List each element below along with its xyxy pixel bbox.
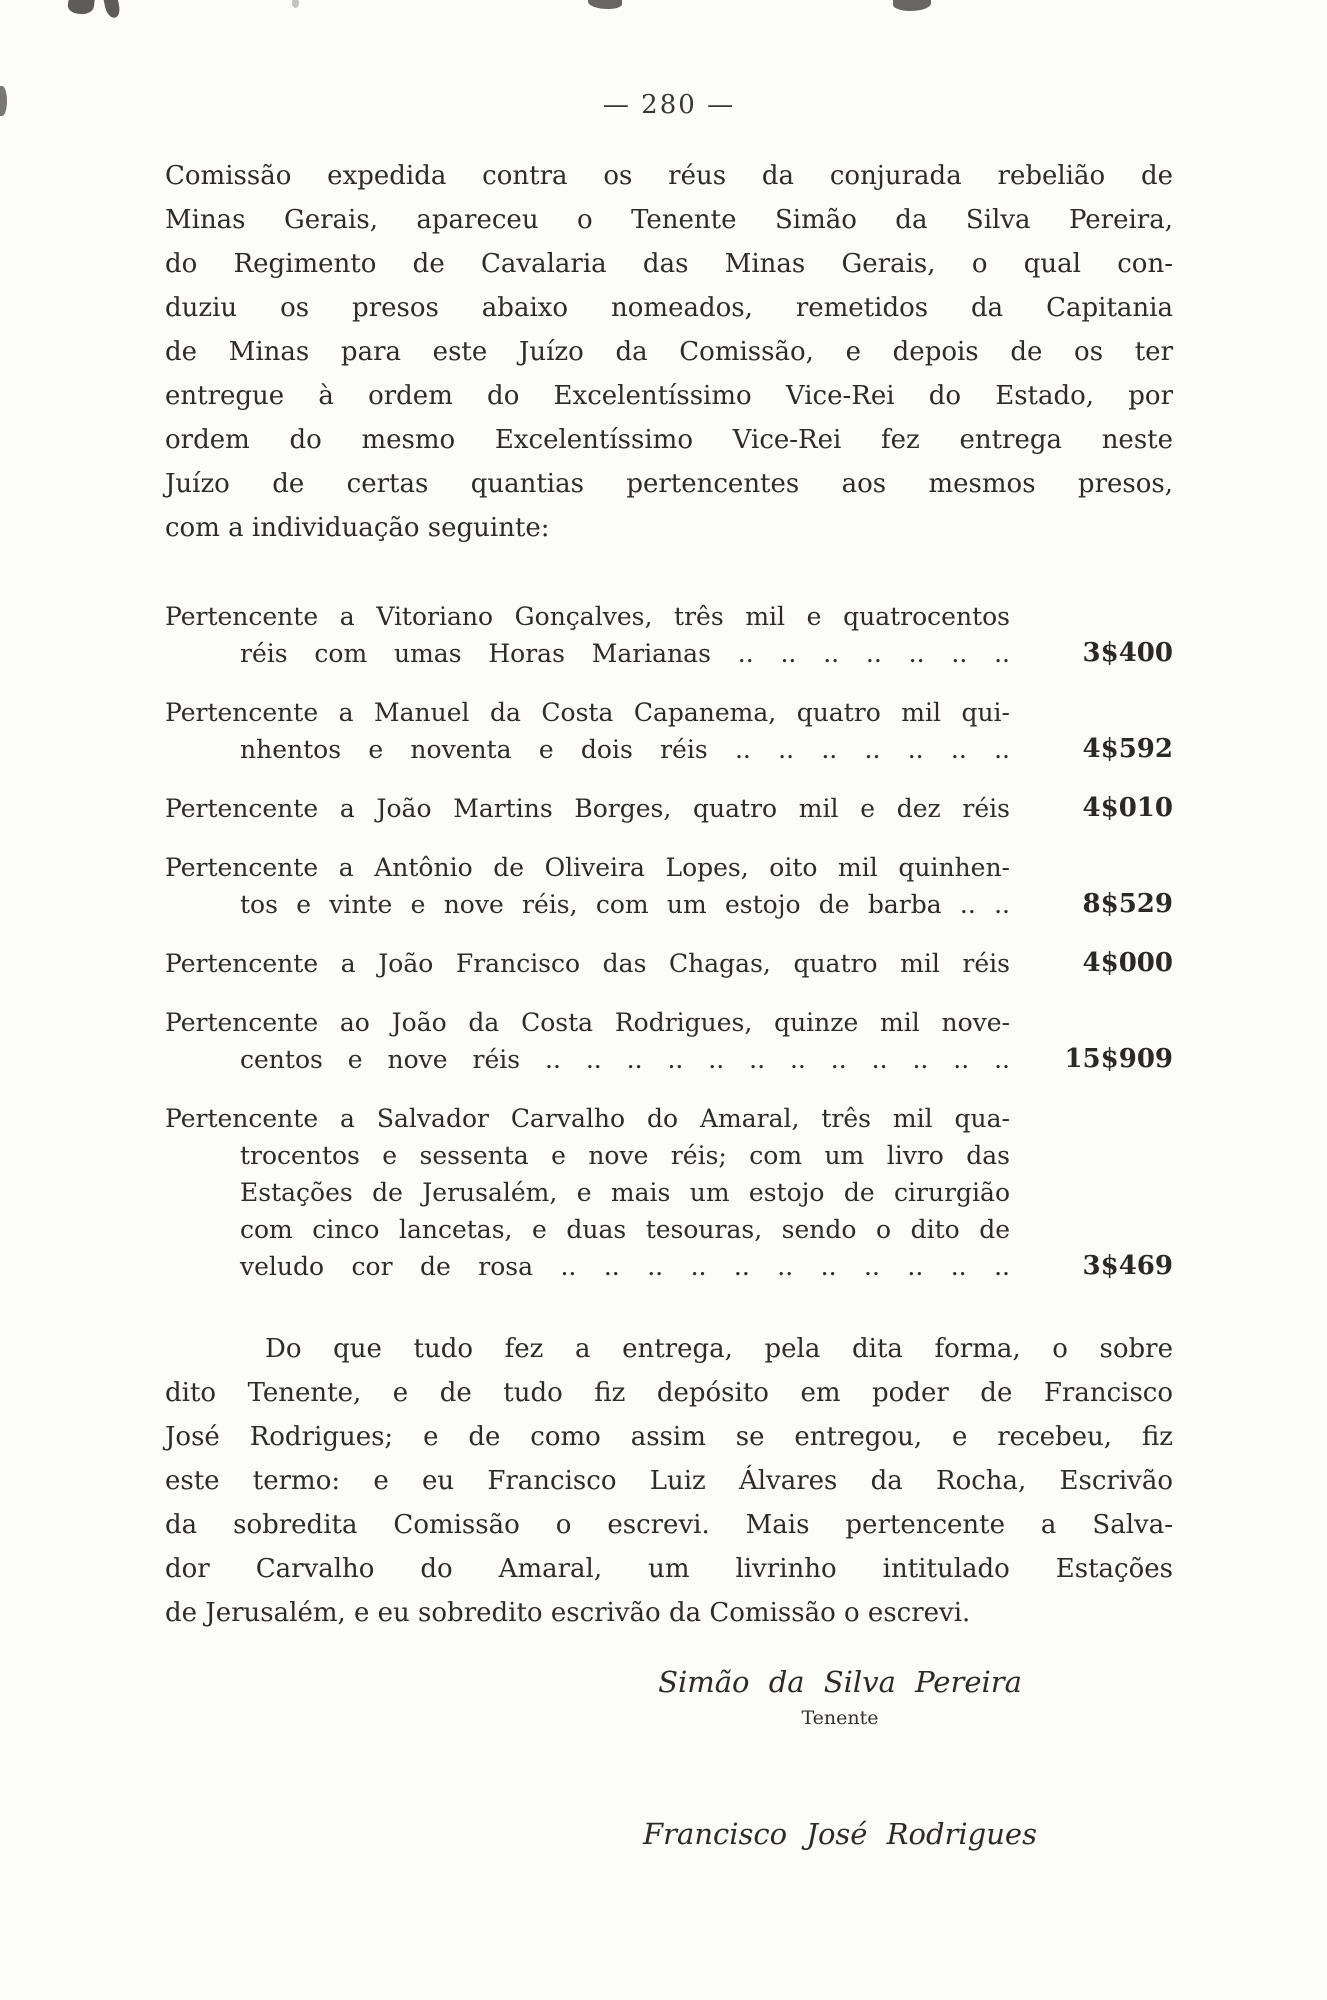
text-line: com cinco lancetas, e duas tesouras, sendo o dito de — [240, 1215, 1010, 1244]
entry-text — [165, 1004, 1010, 1078]
ledger-entry — [165, 694, 1173, 768]
text-line: do Regimento de Cavalaria das Minas Gerais, o qual con- — [165, 249, 1173, 279]
scan-artifact — [103, 0, 121, 19]
text-line: Minas Gerais, apareceu o Tenente Simão da Silva Pereira, — [165, 205, 1173, 235]
text-line: trocentos e sessenta e nove réis; com um livro das — [240, 1141, 1010, 1170]
text-line: réis com umas Horas Marianas .. .. .. .. .. .. .. — [240, 639, 1010, 668]
text-line: ordem do mesmo Excelentíssimo Vice-Rei fez entrega neste — [165, 425, 1173, 455]
entry-amount: 15$909 — [1064, 1044, 1173, 1074]
ledger-entry — [165, 945, 1173, 982]
scan-artifact — [292, 0, 299, 8]
text-line: veludo cor de rosa .. .. .. .. .. .. .. .. .. .. .. — [240, 1252, 1010, 1281]
signature-block — [507, 1665, 1173, 1851]
text-line: Pertencente ao João da Costa Rodrigues, quinze mil nove- — [165, 1008, 1010, 1037]
text-line: dito Tenente, e de tudo fiz depósito em poder de Francisco — [165, 1378, 1173, 1408]
scan-artifact — [0, 86, 7, 116]
text-line: este termo: e eu Francisco Luiz Álvares da Rocha, Escrivão — [165, 1466, 1173, 1496]
signature-name-escrivao: Francisco José Rodrigues — [643, 1817, 1037, 1851]
page-number: — 280 — — [602, 90, 736, 120]
text-line: duziu os presos abaixo nomeados, remetidos da Capitania — [165, 293, 1173, 323]
ledger-list — [165, 598, 1173, 1285]
text-line: Estações de Jerusalém, e mais um estojo de cirurgião — [240, 1178, 1010, 1207]
text-line: entregue à ordem do Excelentíssimo Vice-Rei do Estado, por — [165, 381, 1173, 411]
ledger-entry — [165, 790, 1173, 827]
ledger-entry — [165, 1100, 1173, 1285]
entry-amount: 3$400 — [1082, 638, 1173, 668]
text-line: de Jerusalém, e eu sobredito escrivão da Comissão o escrevi. — [165, 1598, 971, 1628]
text-line: nhentos e noventa e dois réis .. .. .. .. .. .. .. — [240, 735, 1010, 764]
entry-amount: 4$010 — [1082, 793, 1173, 823]
text-line: Pertencente a Manuel da Costa Capanema, quatro mil qui- — [165, 698, 1010, 727]
text-line: dor Carvalho do Amaral, um livrinho intitulado Estações — [165, 1554, 1173, 1584]
entry-amount: 3$469 — [1082, 1251, 1173, 1281]
entry-amount: 4$000 — [1082, 948, 1173, 978]
entry-text — [165, 1100, 1010, 1285]
closing-paragraph — [165, 1327, 1173, 1635]
entry-text — [165, 849, 1010, 923]
ledger-entry — [165, 1004, 1173, 1078]
text-line: Comissão expedida contra os réus da conjurada rebelião de — [165, 161, 1173, 191]
entry-text — [165, 598, 1010, 672]
text-line: da sobredita Comissão o escrevi. Mais pertencente a Salva- — [165, 1510, 1173, 1540]
text-block — [165, 90, 1173, 1851]
text-line: Juízo de certas quantias pertencentes aos mesmos presos, — [165, 469, 1173, 499]
text-line: Pertencente a João Martins Borges, quatro mil e dez réis — [165, 794, 1010, 823]
text-line: José Rodrigues; e de como assim se entregou, e recebeu, fiz — [165, 1422, 1173, 1452]
entry-text — [165, 694, 1010, 768]
entry-amount: 8$529 — [1082, 889, 1173, 919]
signature-role: Tenente — [801, 1707, 879, 1729]
text-line: de Minas para este Juízo da Comissão, e depois de os ter — [165, 337, 1173, 367]
text-line: Pertencente a Antônio de Oliveira Lopes, oito mil quinhen- — [165, 853, 1010, 882]
text-line: com a individuação seguinte: — [165, 513, 550, 543]
intro-paragraph — [165, 154, 1173, 550]
text-line: Pertencente a João Francisco das Chagas, quatro mil réis — [165, 949, 1010, 978]
scan-artifact — [588, 0, 622, 9]
entry-text — [165, 945, 1010, 982]
ledger-entry — [165, 849, 1173, 923]
text-line: Pertencente a Vitoriano Gonçalves, três mil e quatrocentos — [165, 602, 1010, 631]
signature-name-tenente: Simão da Silva Pereira — [658, 1665, 1022, 1699]
scan-artifact — [893, 0, 931, 11]
text-line: centos e nove réis .. .. .. .. .. .. .. .. .. .. .. .. — [240, 1045, 1010, 1074]
text-line: Pertencente a Salvador Carvalho do Amaral, três mil qua- — [165, 1104, 1010, 1133]
entry-text — [165, 790, 1010, 827]
entry-amount: 4$592 — [1082, 734, 1173, 764]
text-line: tos e vinte e nove réis, com um estojo de barba .. .. — [240, 890, 1010, 919]
ledger-entry — [165, 598, 1173, 672]
scan-artifact — [67, 0, 95, 16]
text-line: Do que tudo fez a entrega, pela dita forma, o sobre — [265, 1334, 1173, 1364]
